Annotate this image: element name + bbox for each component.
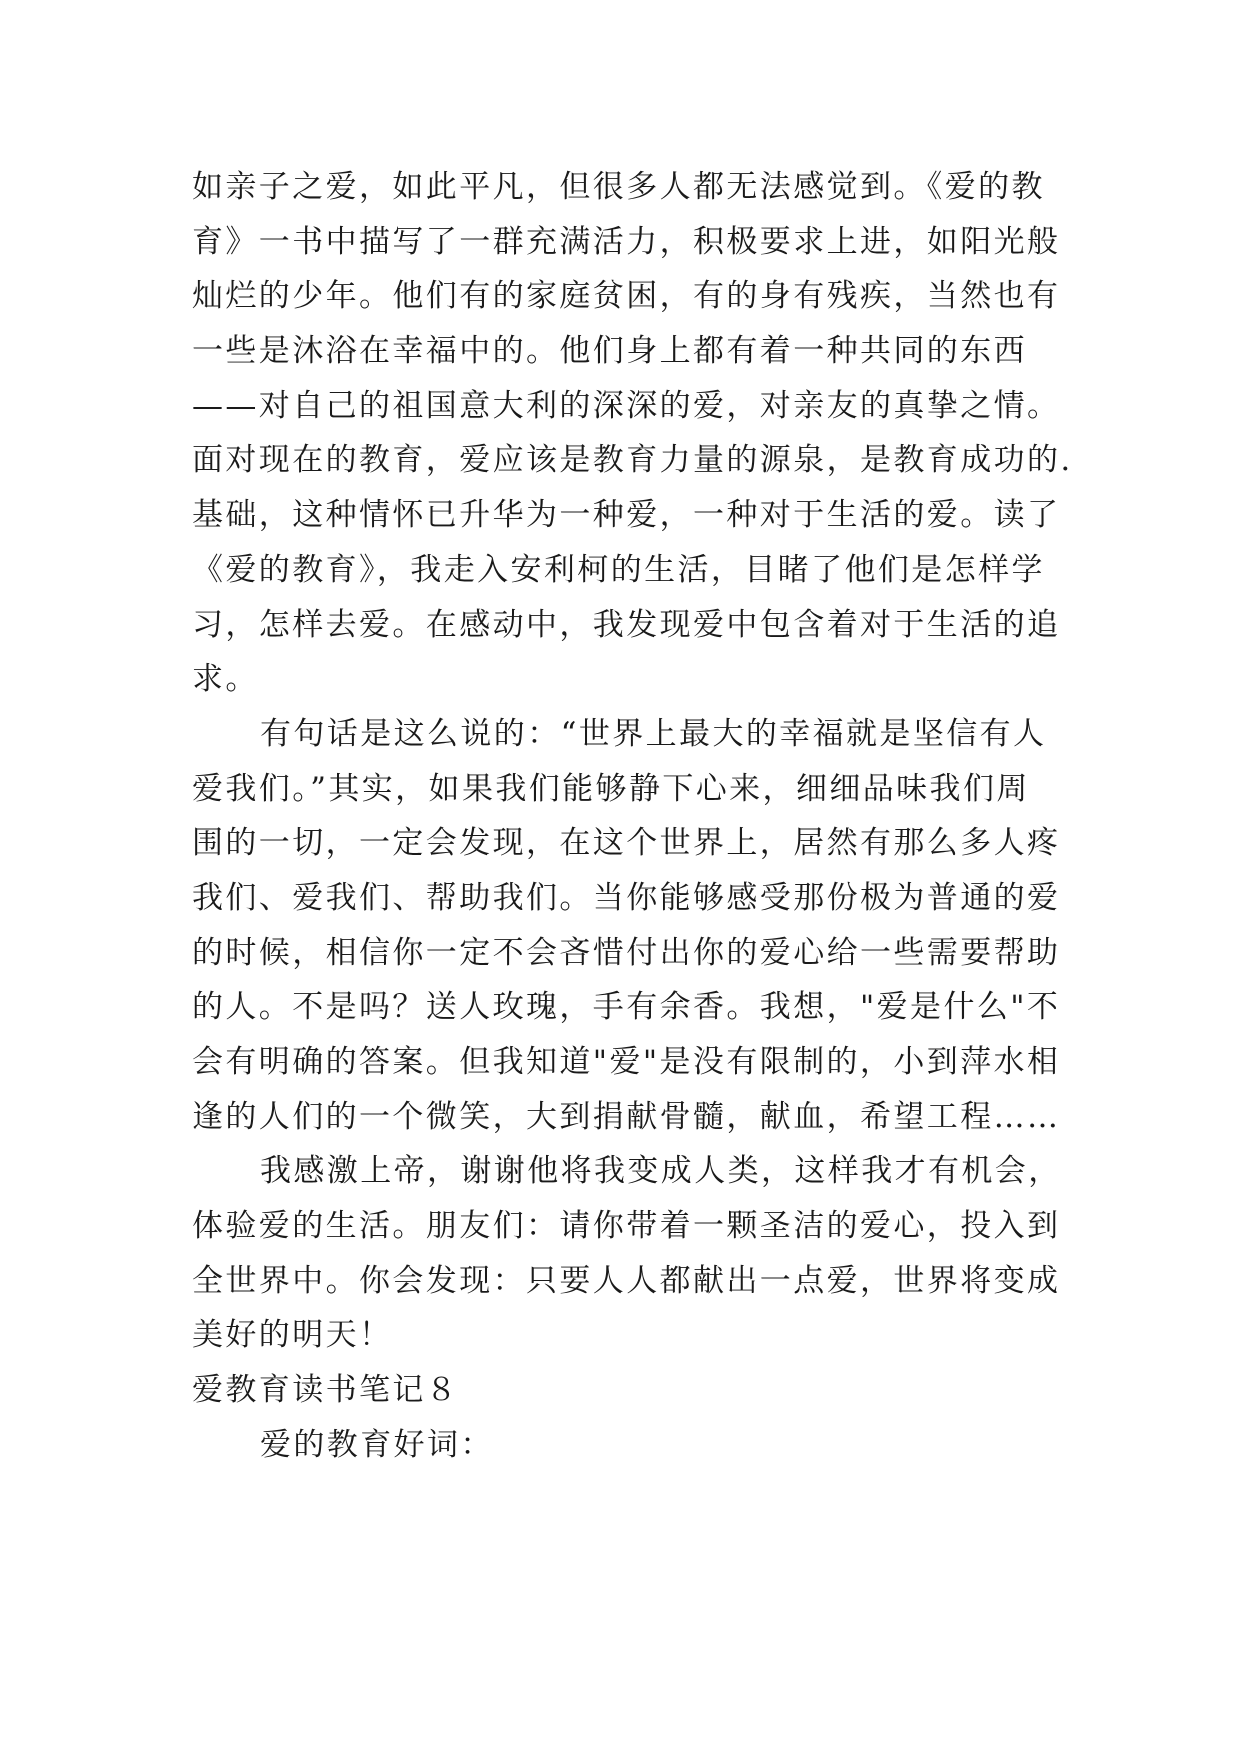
text-line: 基础，这种情怀已升华为一种爱，一种对于生活的爱。读了 <box>192 497 1061 534</box>
paragraph-2 <box>192 707 1062 1145</box>
text-line: 一些是沐浴在幸福中的。他们身上都有着一种共同的东西 <box>192 333 1027 370</box>
text-line: 面对现在的教育，爱应该是教育力量的源泉，是教育成功的. <box>192 442 1073 479</box>
paragraph-3 <box>192 1144 1062 1363</box>
text-line: 会有明确的答案。但我知道"爱"是没有限制的，小到萍水相 <box>192 1044 1061 1080</box>
document-page <box>192 160 1073 1473</box>
text-line: 如亲子之爱，如此平凡，但很多人都无法感觉到。《爱的教 <box>192 169 1045 205</box>
text-line: 的人。不是吗？送人玫瑰，手有余香。我想，"爱是什么"不 <box>192 989 1061 1026</box>
text-line: 有句话是这么说的：“世界上最大的幸福就是坚信有人 <box>260 715 1047 752</box>
text-line: 《爱的教育》，我走入安利柯的生活，目睹了他们是怎样学 <box>192 551 1045 588</box>
text-line: 爱我们。”其实，如果我们能够静下心来，细细品味我们周 <box>192 770 1030 807</box>
text-line: 的时候，相信你一定不会吝惜付出你的爱心给一些需要帮助 <box>192 934 1061 971</box>
text-line: 全世界中。你会发现：只要人人都献出一点爱，世界将变成 <box>192 1262 1061 1299</box>
text-line: 习，怎样去爱。在感动中，我发现爱中包含着对于生活的追 <box>192 606 1061 643</box>
text-line: 我感激上帝，谢谢他将我变成人类，这样我才有机会， <box>260 1153 1062 1190</box>
text-line: 逢的人们的一个微笑，大到捐献骨髓，献血，希望工程…… <box>192 1098 1061 1135</box>
text-line: 体验爱的生活。朋友们：请你带着一颗圣洁的爱心，投入到 <box>192 1208 1061 1245</box>
section-intro: 爱的教育好词： <box>260 1426 494 1463</box>
text-line: 围的一切，一定会发现，在这个世界上，居然有那么多人疼 <box>192 825 1061 862</box>
text-line: 我们、爱我们、帮助我们。当你能够感受那份极为普通的爱 <box>192 879 1061 916</box>
text-line: 灿烂的少年。他们有的家庭贫困，有的身有残疾，当然也有 <box>192 278 1061 315</box>
section-title: 爱教育读书笔记８ <box>192 1372 460 1409</box>
text-line: 育》一书中描写了一群充满活力，积极要求上进，如阳光般 <box>192 223 1061 260</box>
text-line: 求。 <box>192 661 259 698</box>
text-line: 美好的明天！ <box>192 1317 393 1354</box>
text-line: ——对自己的祖国意大利的深深的爱，对亲友的真挚之情。 <box>192 387 1061 424</box>
paragraph-1 <box>192 160 1073 707</box>
